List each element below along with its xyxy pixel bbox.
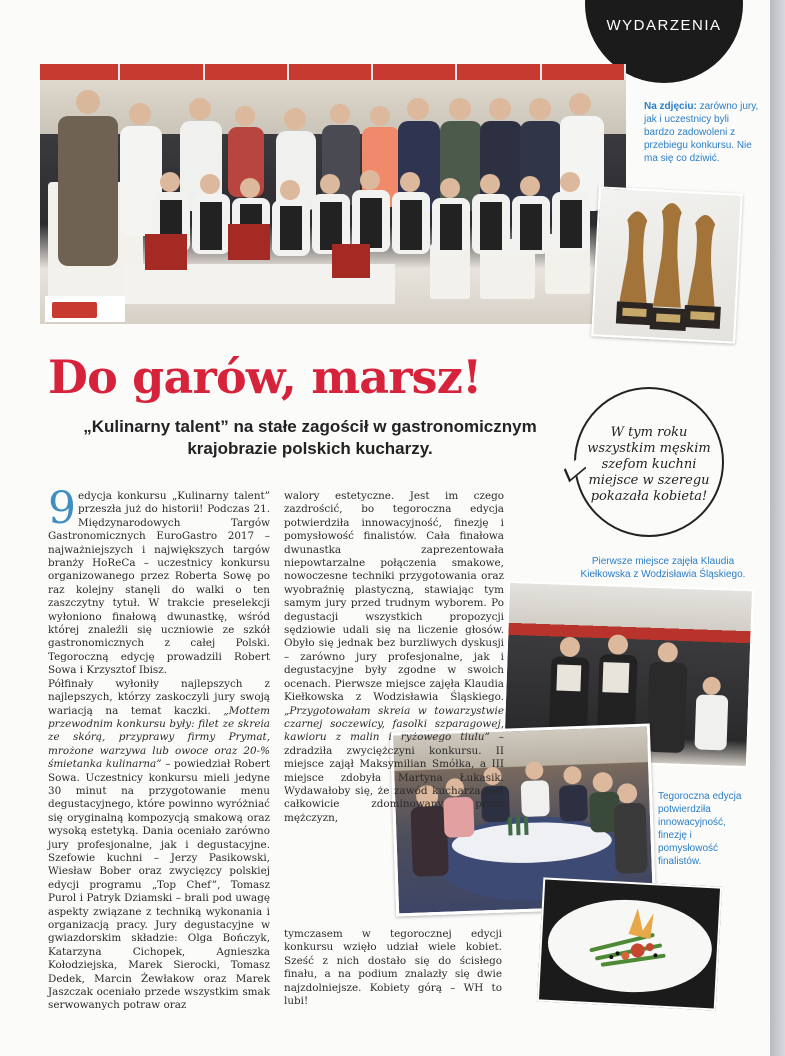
article-text: – zdradziła zwyciężczyni konkursu. II miejsce zajął Maksymilian Smółka, a III miejsce zdobyła Martyna Łukasik. Wydawałoby się, że zawód kucharza jest całkowicie zdominowany przez mężczyzn, [284,731,505,824]
article-paragraph [284,490,504,825]
caption-lead: Na zdjęciu: [644,101,697,112]
caption-innovation: Tegoroczna edycja potwierdziła innowacyjność, finezję i pomysłowość finalistów. [658,791,742,867]
article-column-2-end [284,928,502,1008]
subheadline: „Kulinarny talent” na stałe zagościł w gastronomicznym krajobrazie polskich kucharzy. [83,417,537,458]
article-quote: „Mottem przewodnim konkursu były: filet ze skreia ze skórą, przyprawy firmy Prymat, mrożone warzywa lub owoce oraz 20-% śmietanka kulinarna” [48,704,270,771]
section-label: WYDARZENIA [606,17,722,34]
article-text: – powiedział Robert Sowa. Uczestnicy konkursu mieli jedyne 30 minut na przygotowanie menu degustacyjnego, które powinno wyróżniać się oryginalną kompozycją smakową oraz wysoką estetyką. Dania oceniało zarówno jury profesjonalne, jak i degustacyjne. Szefowie kuchni – Jerzy Pasikowski, Wiesław Bober oraz zwycięzcy polskiej edycji programu „Top Chef”, Tomasz Purol i Patryk Dziamski – brali pod uwagę aspekty związane z techniką wykonania i organizacją pracy. Jury degustacyjne w gwiazdorskim składzie: Olga Bończyk, Katarzyna Cichopek, Agnieszka Kołodziejska, Marek Sierocki, Tomasz Dedek, Marcin Żewłakow oraz Marek Jaszczak oceniało przede wszystkim smak serwowanych potraw oraz [48,758,270,1012]
article-text: walory estetyczne. Jest im czego zazdrościć, bo tegoroczna edycja potwierdziła innowacyjność, finezję i pomysłowość finalistów. Cała finałowa dwunastka zaprezentowała niepowtarzalne połączenia smakowe, nowoczesne techniki przygotowania oraz wyobraźnię plastyczną, stawiając tym samym jury przed trudnym wyborem. Po degustacji wszystkich propozycji sędziowie udali się na liczenie głosów. Obyło się jednak bez burzliwych dyskusji – zarówno jury profesjonalne, jak i degustacyjne były zgodne w swoich ocenach. Pierwsze miejsce zajęła Klaudia Kiełkowska z Wodzisławia Śląskiego. [284,490,504,704]
article-text: Półfinały wyłoniły najlepszych z najlepszych, którzy zaskoczyli jury swoją wariacją na temat kaczki. [48,677,270,717]
drop-cap: 9 [48,483,76,534]
page-edge [770,0,785,1056]
people-illustration [40,64,626,324]
dish-photo [537,877,722,1010]
headline: Do garów, marsz! [48,350,482,404]
article-text: tymczasem w tegorocznej edycji konkursu wzięło udział wiele kobiet. Sześć z nich dostało się do ścisłego finału, a na podium znalazły się dwie najzdolniejsze. Kobiety górą – WH to lubi! [284,928,502,1008]
trophy-icon [593,188,740,341]
pull-quote [574,387,724,537]
caption-group-photo [644,100,762,165]
article-quote: „Przygotowałam skreia w towarzystwie czarnej soczewicy, fasolki szparagowej, kawioru z malin i ryżowego tiulu” [284,704,504,744]
dish-illustration [539,880,720,1009]
article-column-2 [284,490,504,825]
article-paragraph [48,483,270,678]
article-paragraph [48,678,270,1013]
caption-body: zarówno jury, jak i uczestnicy byli bardzo zadowoleni z przebiegu konkursu. Nie ma się co dziwić. [644,101,759,164]
group-photo [40,64,626,324]
article-column-1 [48,483,270,1013]
article-text: edycja konkursu „Kulinarny talent” przeszła już do historii! Podczas 21. Międzynarodowych Targów Gastronomicznych EuroGastro 2017 – najważniejszych i największych targów branży HoReCa – uczestnicy konkursu organizowanego przez Roberta Sowę po raz kolejny stanęli do walki o ten zaszczytny tytuł. W trakcie preselekcji wyłoniono finałową dwunastkę, wśród której znaleźli się uczniowie ze szkół gastronomicznych z całej Polski. Tegoroczną edycję prowadzili Robert Sowa i Krzysztof Ibisz. [48,490,270,677]
trophies-photo [591,186,743,343]
caption-winner: Pierwsze miejsce zajęła Klaudia Kiełkowska z Wodzisławia Śląskiego. [580,556,746,580]
pull-quote-text: W tym roku wszystkim męskim szefom kuchni miejsce w szeregu pokazała kobieta! [587,425,711,504]
